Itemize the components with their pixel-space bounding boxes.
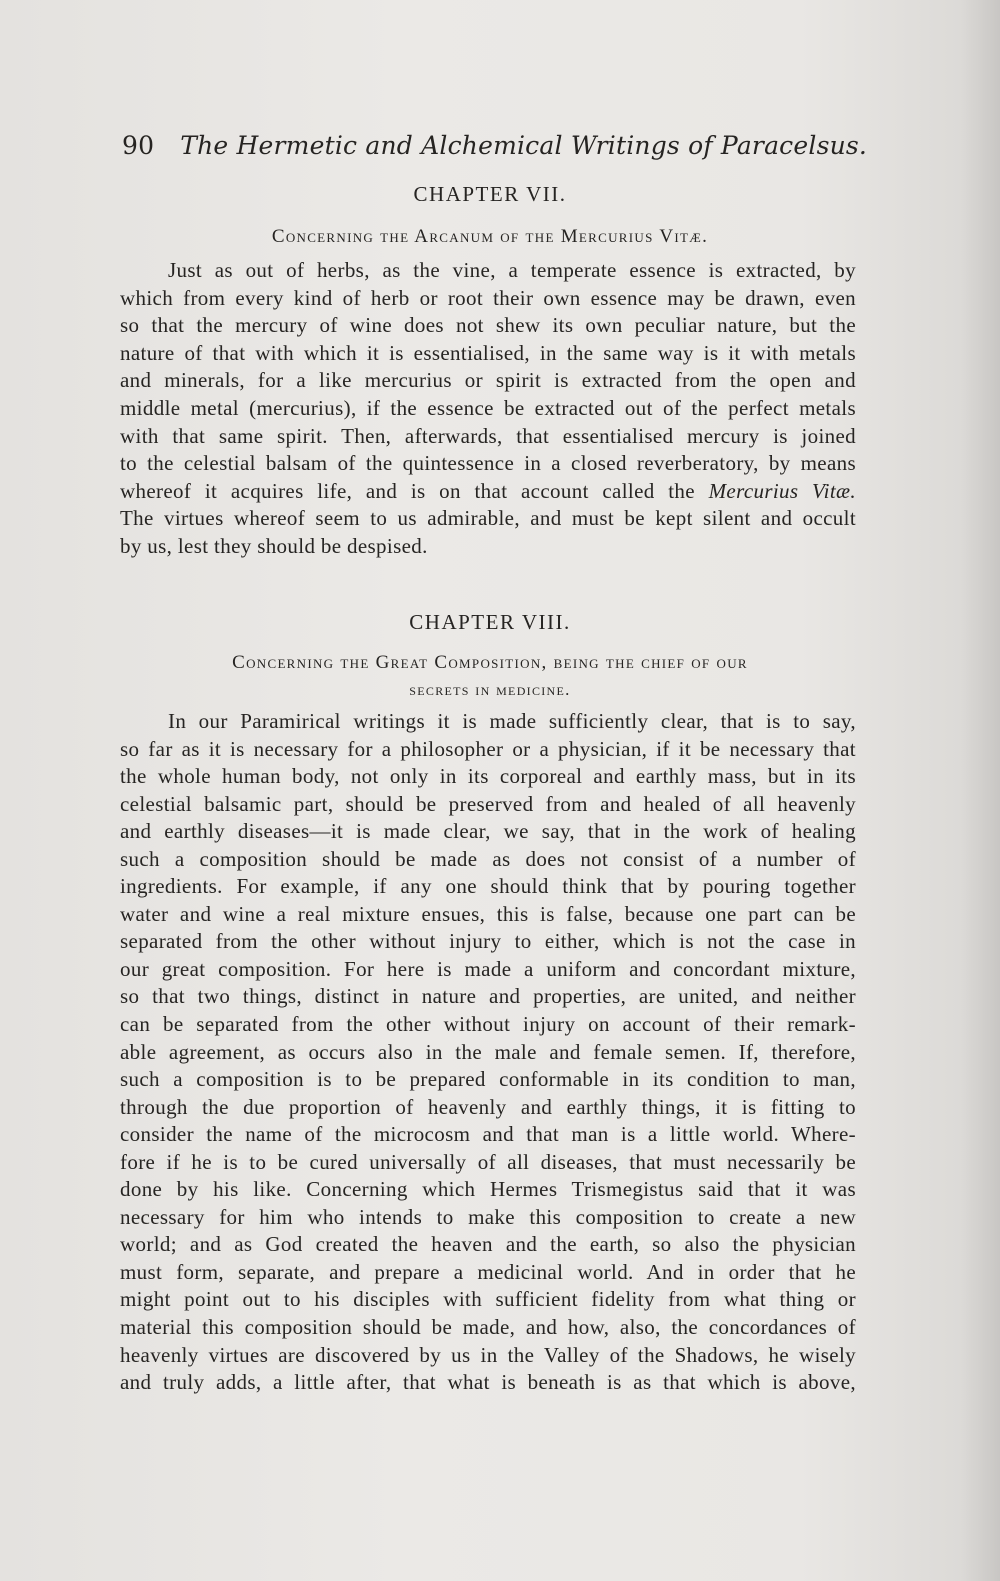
text-line: necessary for him who intends to make this composition to create a new [120,1204,856,1229]
text-line: by us, lest they should be despised. [120,533,428,558]
text-line: such a composition should be made as does not consist of a number of [120,846,856,871]
text-line: such a composition is to be prepared conformable in its condition to man, [120,1067,856,1092]
text-line: heavenly virtues are discovered by us in the Valley of the Shadows, he wisely [120,1342,856,1367]
page-number: 90 [122,131,155,160]
running-header [122,128,868,164]
text-line: to the celestial balsam of the quintessence in a closed reverberatory, by means [120,451,856,476]
chapter-7-paragraph [120,257,856,561]
running-title: The Hermetic and Alchemical Writings of Paracelsus. [180,131,868,160]
text-line: material this composition should be made, and how, also, the concordances of [120,1315,856,1340]
text-line: so that two things, distinct in nature and properties, are united, and neither [120,984,856,1009]
text-line: might point out to his disciples with sufficient fidelity from what thing or [120,1287,856,1312]
page-edge-shadow [960,0,1000,1581]
text-line: water and wine a real mixture ensues, this is false, because one part can be [120,901,856,926]
text-line: ingredients. For example, if any one should think that by pouring together [120,874,856,899]
text-line: so that the mercury of wine does not shew its own peculiar nature, but the [120,313,856,338]
text-line: celestial balsamic part, should be preserved from and healed of all heavenly [120,791,856,816]
text-line: world; and as God created the heaven and the earth, so also the physician [120,1232,856,1257]
text-line: The virtues whereof seem to us admirable, and must be kept silent and occult [120,506,856,531]
text-line: able agreement, as occurs also in the male and female semen. If, therefore, [120,1039,856,1064]
chapter-7-heading: CHAPTER VII. [413,182,567,206]
text-line: and minerals, for a like mercurius or spirit is extracted from the open and [120,368,856,393]
text-line: separated from the other without injury to either, which is not the case in [120,929,856,954]
text-line: the whole human body, not only in its corporeal and earthly mass, but in its [120,764,856,789]
text-line: which from every kind of herb or root their own essence may be drawn, even [120,285,856,310]
text-line: and earthly diseases—it is made clear, we say, that in the work of healing [120,819,856,844]
text-line: with that same spirit. Then, afterwards, that essentialised mercury is joined [120,423,856,448]
chapter-8-paragraph [120,708,856,1397]
text-line: Just as out of herbs, as the vine, a temperate essence is extracted, by [168,258,856,282]
italic-term: Mercurius Vitæ. [708,478,856,503]
text-line: through the due proportion of heavenly and earthly things, it is fitting to [120,1094,856,1119]
text-line: done by his like. Concerning which Hermes Trismegistus said that it was [120,1177,856,1202]
text-line: In our Paramirical writings it is made sufficiently clear, that is to say, [168,709,856,733]
text-line: must form, separate, and prepare a medicinal world. And in order that he [120,1259,856,1284]
text-line: consider the name of the microcosm and that man is a little world. Where- [120,1122,856,1147]
text-line: so far as it is necessary for a philosopher or a physician, if it be necessary that [120,736,856,761]
chapter-7-subtitle: Concerning the Arcanum of the Mercurius Vitæ. [271,226,709,247]
text-line: our great composition. For here is made a uniform and concordant mixture, [120,956,856,981]
chapter-8-heading: CHAPTER VIII. [409,610,571,634]
text-line: fore if he is to be cured universally of all diseases, that must necessarily be [120,1149,856,1174]
text-line: and truly adds, a little after, that what is beneath is as that which is above, [120,1370,856,1395]
chapter-8-subtitle-line-2: secrets in medicine. [409,680,571,699]
text-line: middle metal (mercurius), if the essence be extracted out of the perfect metals [120,395,856,420]
chapter-8-subtitle-line-1: Concerning the Great Composition, being the chief of our [232,652,748,673]
text-line: can be separated from the other without injury on account of their remark- [120,1012,856,1037]
text-fragment: whereof it acquires life, and is on that account called the [120,478,695,503]
text-line-with-italic [120,478,856,506]
text-line: nature of that with which it is essentialised, in the same way is it with metals [120,340,856,365]
